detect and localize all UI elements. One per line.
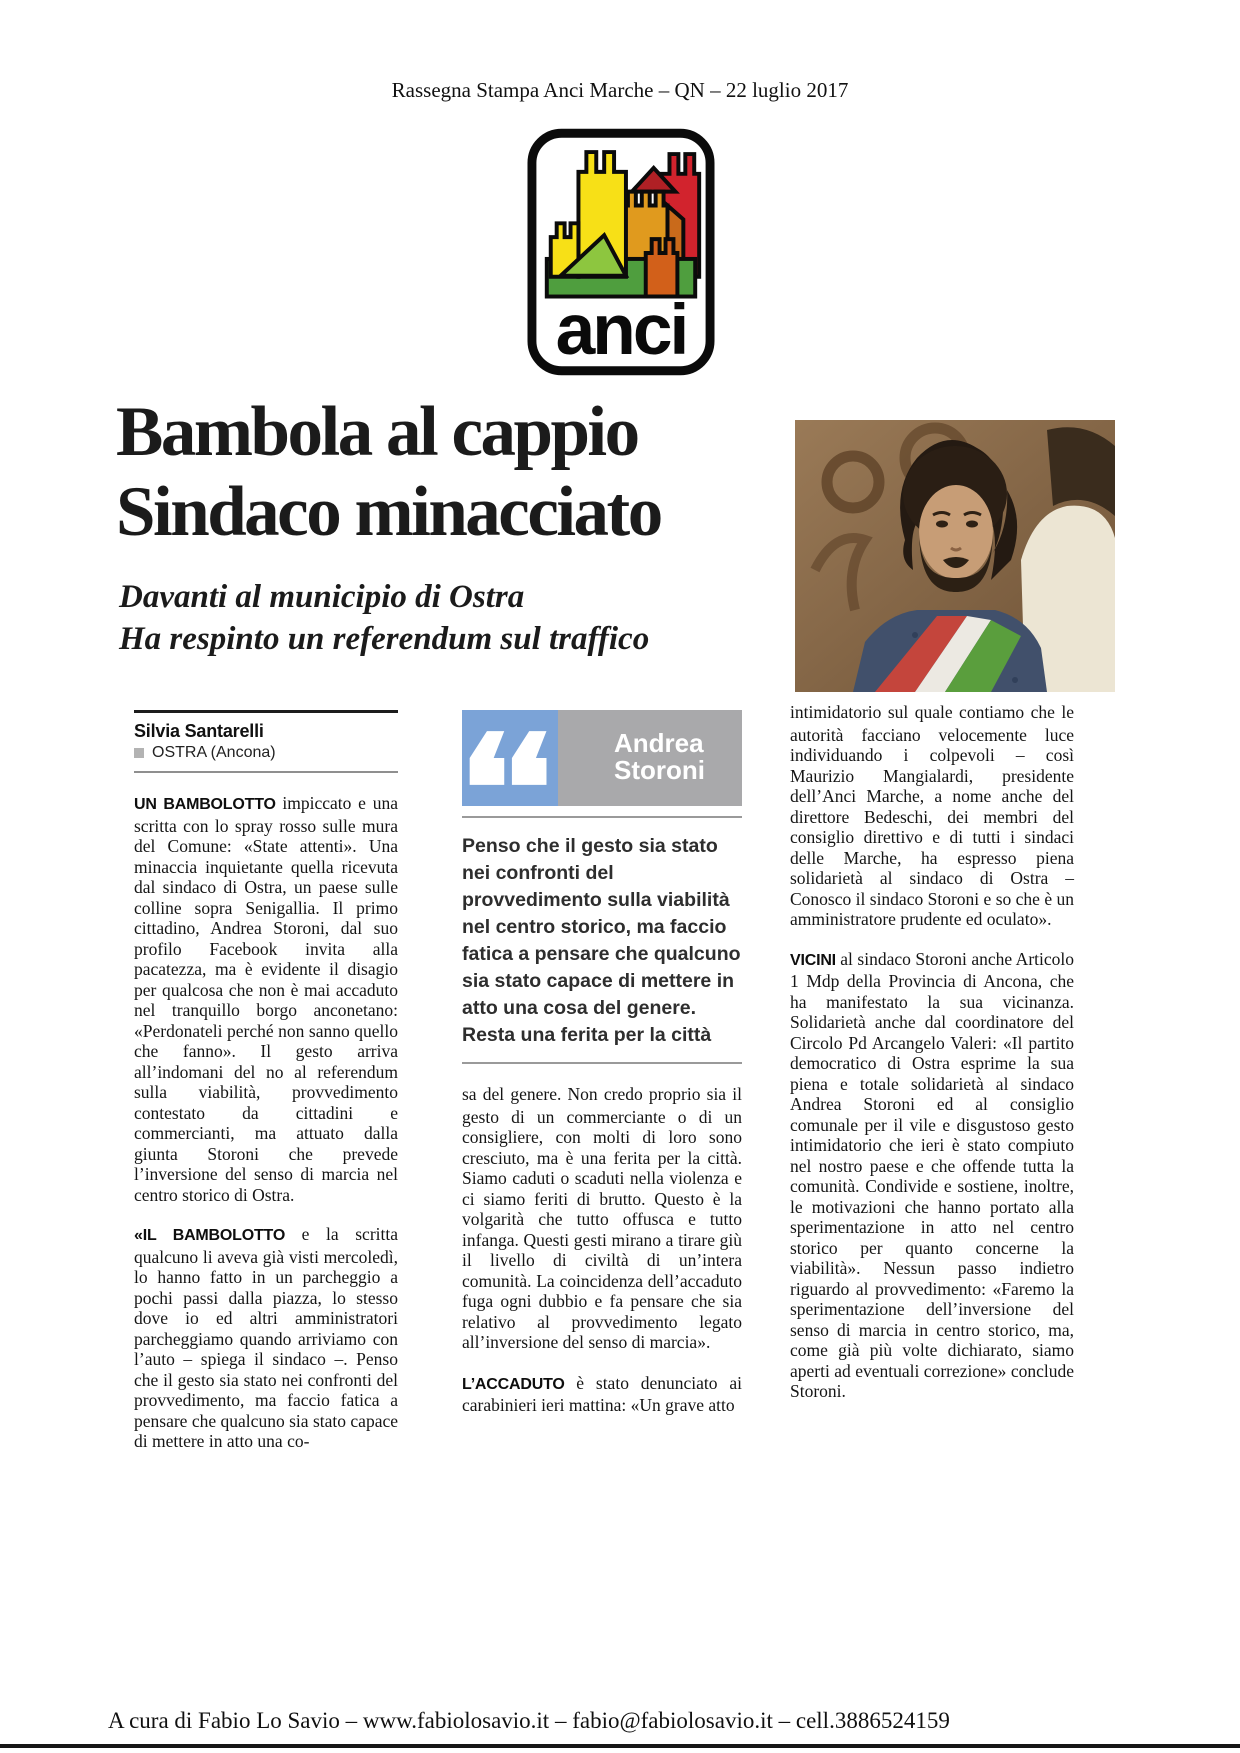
paragraph-lead: UN BAMBOLOTTO [134, 796, 283, 813]
quote-rule-bottom [462, 1062, 742, 1064]
paragraph [462, 1084, 742, 1353]
byline-location: OSTRA (Ancona) [152, 744, 276, 761]
pull-quote-text: Penso che il gesto sia stato nei confronti del provvedimento sulla viabilità nel centro storico, ma faccio fatica a pensare che qualcuno sia stato capace di mettere in atto una cosa del genere. Resta una ferita per la città [462, 835, 741, 1046]
location-marker-icon [134, 748, 144, 758]
paragraph-text: sa del genere. Non credo proprio sia il gesto di un commerciante o di un consigliere, con molti di loro sono cresciuto, ma è una ferita per la città. Siamo caduti o scaduti nella violenza e ci siamo feriti di brutto. Questo è la volgarità che tutto offusca e tutto infanga. Questi gesti mirano a tirare giù il livello di civiltà di un’intera comunità. La coincidenza dell’accaduto fuga ogni dubbio e fa pensare che sia relativo al provvedimento legato all’inversione del senso di marcia». [462, 1084, 742, 1352]
anci-castle-icon [527, 128, 715, 376]
quote-mark-icon [462, 710, 558, 806]
page-bottom-rule [0, 1744, 1240, 1748]
headline [116, 392, 796, 552]
paragraph-lead: VICINI [790, 951, 841, 969]
paragraph-text: al sindaco Storoni anche Articolo 1 Mdp della Provincia di Ancona, che ha manifestato la sua vicinanza. Solidarietà anche dal coordinatore del Circolo Pd Arcangelo Valeri: «Il partito democratico di Ostra esprime la sua piena e totale solidarietà al sindaco Andrea Storoni ed al consiglio comunale per il vile e disgustoso gesto intimidatorio che ieri è stato compiuto nel nostro paese e che offende tutta la comunità. Condivide e sostiene, inoltre, le motivazioni che hanno portato alla sperimentazione in atto nel centro storico per quanto concerne la viabilità». Nessun passo indietro riguardo al provvedimento: «Faremo la sperimentazione dell’inversione del senso di marcia in centro storico, ma, come già più volte dichiarato, siamo aperti ad eventuali correzione» conclude Storoni. [790, 948, 1074, 1401]
paragraph-text: e la scritta qualcuno li aveva già visti mercoledì, lo hanno fatto in un parcheggio a pochi passi dalla piazza, lo stesso dove io ed altri amministratori parcheggiamo quando arriviamo con l’auto – spiega il sindaco –. Penso che il gesto sia stato nei confronti del provvedimento, ma faccio fatica a pensare che qualcuno sia stato capace di mettere in atto una co- [134, 1224, 398, 1451]
article-column-2 [462, 710, 742, 1416]
anci-wordmark: anci [555, 290, 687, 370]
quote-rule-top [462, 816, 742, 818]
paragraph-text: è stato denunciato ai carabinieri ieri mattina: «Un grave atto [462, 1372, 742, 1415]
subhead-line-1: Davanti al municipio di Ostra [119, 579, 525, 615]
paragraph-text: impiccato e una scritta con lo spray rosso sulle mura del Comune: «State attenti». Una minaccia inquietante quella ricevuta dal sindaco di Ostra, un paese sulle colline sopra Senigallia. Il primo cittadino, Andrea Storoni, dal suo profilo Facebook invita alla pacatezza, ma è evidente il disagio per qualcosa che non è mai accaduto nel tranquillo borgo anconetano: «Perdonateli perché non sanno quello che fanno». Il gesto arriva all’indomani del no al referendum sulla viabilità, provvedimento contestato da cittadini e commercianti, ma attuato dalla giunta Storoni che prevede l’inversione del senso di marcia nel centro storico di Ostra. [134, 793, 398, 1205]
anci-logo [527, 128, 715, 376]
byline-rule-top [134, 710, 398, 713]
paragraph-lead: «IL BAMBOLOTTO [134, 1227, 302, 1244]
mayor-photo [795, 420, 1115, 692]
footer-credit: A cura di Fabio Lo Savio – www.fabiolosavio.it – fabio@fabiolosavio.it – cell.3886524159 [108, 1708, 950, 1733]
paragraph [462, 1373, 742, 1416]
article-column-1 [134, 710, 398, 1452]
quote-author: Andrea Storoni [558, 710, 742, 806]
byline-location-row [134, 744, 398, 762]
paragraph [790, 702, 1074, 930]
paragraph-text: intimidatorio sul quale contiamo che le autorità facciano velocemente luce individuando i colpevoli – così Maurizio Mangialardi, presidente dell’Anci Marche, a nome anche del direttore Bedeschi, dei membri del consiglio direttivo e di tutti i sindaci delle Marche, ha espresso piena solidarietà al sindaco di Ostra – Conosco il sindaco Storoni e so che è un amministratore prudente ed oculato». [790, 702, 1074, 929]
pull-quote-header [462, 710, 742, 806]
byline-author: Silvia Santarelli [134, 721, 264, 741]
paragraph [134, 793, 398, 1205]
subhead [119, 576, 799, 660]
article-column-3 [790, 702, 1074, 1402]
paragraph-lead: L’ACCADUTO [462, 1375, 577, 1393]
paragraph [134, 1224, 398, 1452]
press-review-header: Rassegna Stampa Anci Marche – QN – 22 luglio 2017 [391, 78, 849, 102]
byline-rule-bottom [134, 771, 398, 773]
headline-line-1: Bambola al cappio [116, 393, 638, 471]
headline-line-2: Sindaco minacciato [116, 473, 661, 551]
subhead-line-2: Ha respinto un referendum sul traffico [119, 621, 650, 657]
paragraph [790, 949, 1074, 1402]
